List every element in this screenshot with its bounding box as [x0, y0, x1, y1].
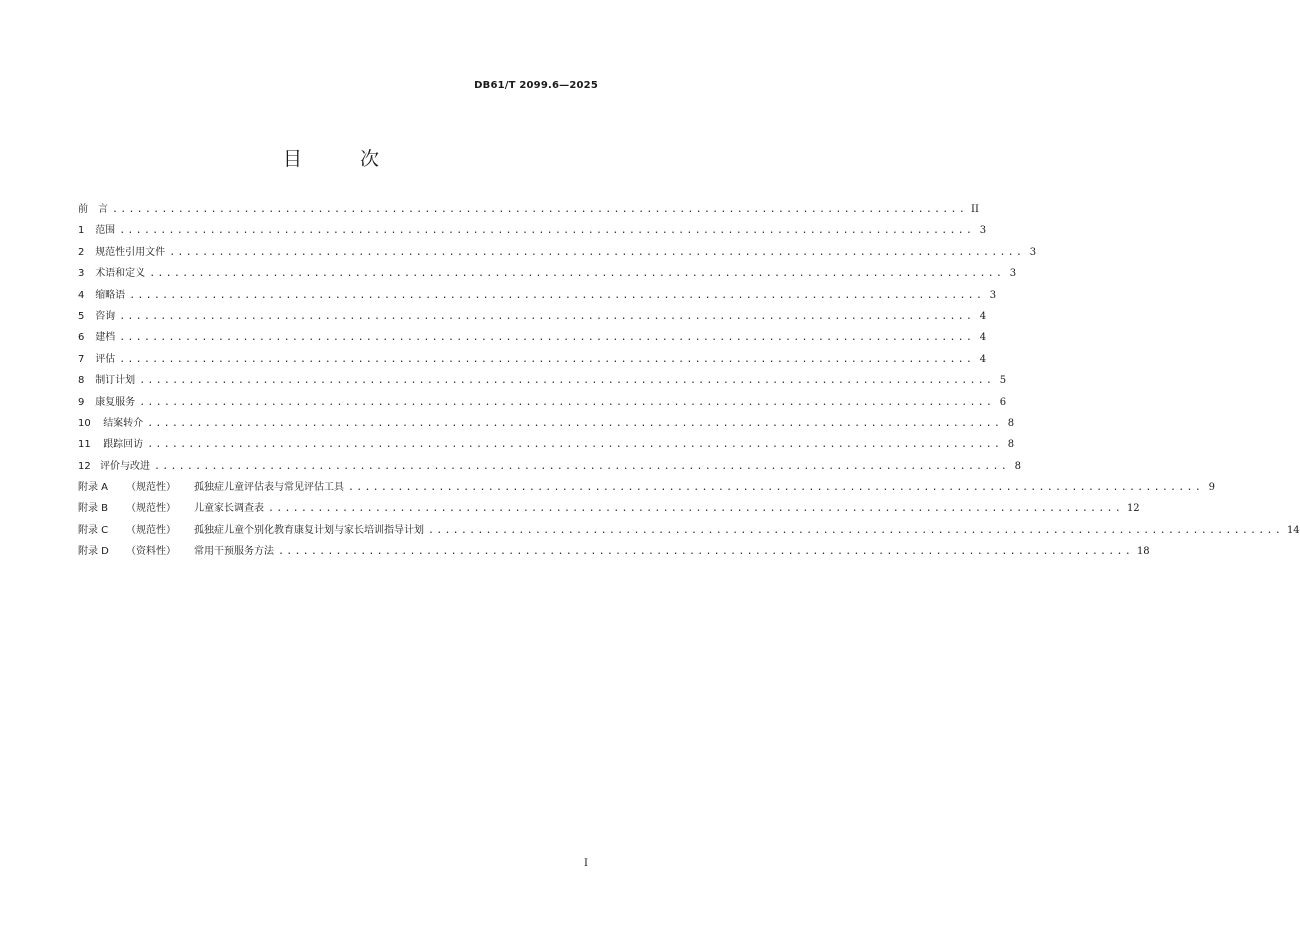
toc-entry-page: 12 — [1126, 503, 1140, 515]
toc-entry-label: 规范性引用文件 — [95, 246, 166, 258]
toc-entry-page: 3 — [979, 225, 987, 237]
toc-entry-page: 4 — [979, 332, 987, 344]
toc-entry[interactable] — [78, 434, 1015, 455]
toc-entry-number: 6 — [78, 332, 85, 344]
toc-entry[interactable] — [78, 285, 997, 306]
toc-entry-label: 咨询 — [95, 310, 116, 322]
appendix-name: 附录 B — [78, 503, 109, 515]
toc-entry-number: 3 — [78, 268, 85, 280]
standard-code: DB61/T 2099.6—2025 — [474, 80, 598, 91]
toc-entry-label: 建档 — [95, 332, 116, 344]
toc-leader-dots: ........................................................................................................ — [129, 289, 985, 301]
appendix-title: 孤独症儿童个别化教育康复计划与家长培训指导计划 — [194, 524, 424, 536]
table-of-contents — [78, 199, 1300, 563]
toc-entry-label: 范围 — [95, 225, 116, 237]
appendix-name: 附录 A — [78, 482, 109, 494]
toc-entry-number: 5 — [78, 310, 85, 322]
toc-leader-dots: ........................................................................................................ — [119, 225, 975, 237]
toc-entry-number: 4 — [78, 289, 85, 301]
appendix-name: 附录 D — [78, 546, 109, 558]
appendix-name: 附录 C — [78, 524, 109, 536]
toc-entry-page: 5 — [999, 375, 1007, 387]
toc-entry[interactable] — [78, 220, 987, 241]
toc-entry[interactable] — [78, 263, 1017, 284]
toc-leader-dots: ........................................................................................................ — [278, 546, 1133, 558]
toc-entry-page: 8 — [1007, 439, 1015, 451]
toc-entry-label: 制订计划 — [95, 375, 136, 387]
toc-entry[interactable] — [78, 370, 1007, 391]
toc-appendix-entry[interactable] — [78, 498, 1140, 519]
toc-entry-number: 8 — [78, 375, 85, 387]
page-title: 目 次 — [282, 148, 406, 170]
appendix-type: （规范性） — [126, 482, 176, 494]
toc-leader-dots: ........................................................................................................ — [268, 503, 1123, 515]
toc-leader-dots: ........................................................................................................ — [139, 375, 995, 387]
toc-leader-dots: ........................................................................................................ — [149, 268, 1005, 280]
toc-leader-dots: ........................................................................................................ — [169, 246, 1025, 258]
toc-leader-dots: ........................................................................................................ — [119, 353, 975, 365]
toc-entry[interactable] — [78, 392, 1007, 413]
toc-entry[interactable] — [78, 306, 987, 327]
toc-entry[interactable] — [78, 456, 1021, 477]
toc-entry-number: 2 — [78, 246, 85, 258]
toc-entry[interactable] — [78, 242, 1037, 263]
appendix-title: 孤独症儿童评估表与常见评估工具 — [194, 482, 344, 494]
toc-leader-dots: ........................................................................................................ — [112, 204, 967, 215]
toc-entry-label: 前 言 — [78, 204, 108, 215]
toc-entry-page: II — [971, 204, 979, 215]
toc-entry-number: 11 — [78, 439, 91, 451]
toc-leader-dots: ........................................................................................................ — [119, 332, 975, 344]
toc-entry-page: 9 — [1208, 482, 1215, 494]
toc-entry-label: 评估 — [95, 353, 116, 365]
appendix-type: （规范性） — [126, 524, 176, 536]
toc-entry-page: 14 — [1286, 524, 1300, 536]
toc-appendix-entry[interactable] — [78, 477, 1215, 498]
toc-entry-label: 术语和定义 — [95, 268, 146, 280]
toc-entry-number: 10 — [78, 417, 91, 429]
toc-entry-page: 4 — [979, 353, 987, 365]
toc-entry-label: 康复服务 — [95, 396, 136, 408]
toc-entry-page: 8 — [1014, 460, 1021, 472]
toc-entry[interactable] — [78, 349, 987, 370]
toc-leader-dots: ........................................................................................................ — [428, 524, 1283, 536]
toc-entry-number: 9 — [78, 396, 85, 408]
toc-entry-page: 6 — [999, 396, 1007, 408]
toc-entry-foreword[interactable] — [78, 199, 979, 220]
toc-leader-dots: ........................................................................................................ — [154, 460, 1009, 472]
toc-entry[interactable] — [78, 413, 1015, 434]
toc-entry-number: 12 — [78, 460, 91, 472]
appendix-type: （资料性） — [126, 546, 176, 558]
toc-entry-label: 评价与改进 — [100, 460, 150, 472]
appendix-title: 常用干预服务方法 — [194, 546, 274, 558]
toc-entry-label: 结案转介 — [103, 417, 144, 429]
toc-entry-label: 跟踪回访 — [103, 439, 144, 451]
toc-leader-dots: ........................................................................................................ — [139, 396, 995, 408]
toc-entry[interactable] — [78, 327, 987, 348]
toc-entry-page: 3 — [1009, 268, 1017, 280]
toc-entry-label: 缩略语 — [95, 289, 126, 301]
appendix-title: 儿童家长调查表 — [194, 503, 264, 515]
toc-entry-page: 3 — [989, 289, 997, 301]
toc-entry-page: 8 — [1007, 417, 1015, 429]
toc-entry-page: 3 — [1029, 246, 1037, 258]
toc-leader-dots: ........................................................................................................ — [147, 417, 1003, 429]
toc-leader-dots: ........................................................................................................ — [147, 439, 1003, 451]
toc-entry-number: 7 — [78, 353, 85, 365]
appendix-type: （规范性） — [126, 503, 176, 515]
toc-entry-number: 1 — [78, 225, 85, 237]
toc-leader-dots: ........................................................................................................ — [348, 482, 1203, 494]
toc-appendix-entry[interactable] — [78, 520, 1300, 541]
toc-appendix-entry[interactable] — [78, 541, 1150, 562]
toc-entry-page: 18 — [1136, 546, 1150, 558]
page-number: I — [584, 858, 588, 869]
toc-leader-dots: ........................................................................................................ — [119, 310, 975, 322]
toc-entry-page: 4 — [979, 310, 987, 322]
